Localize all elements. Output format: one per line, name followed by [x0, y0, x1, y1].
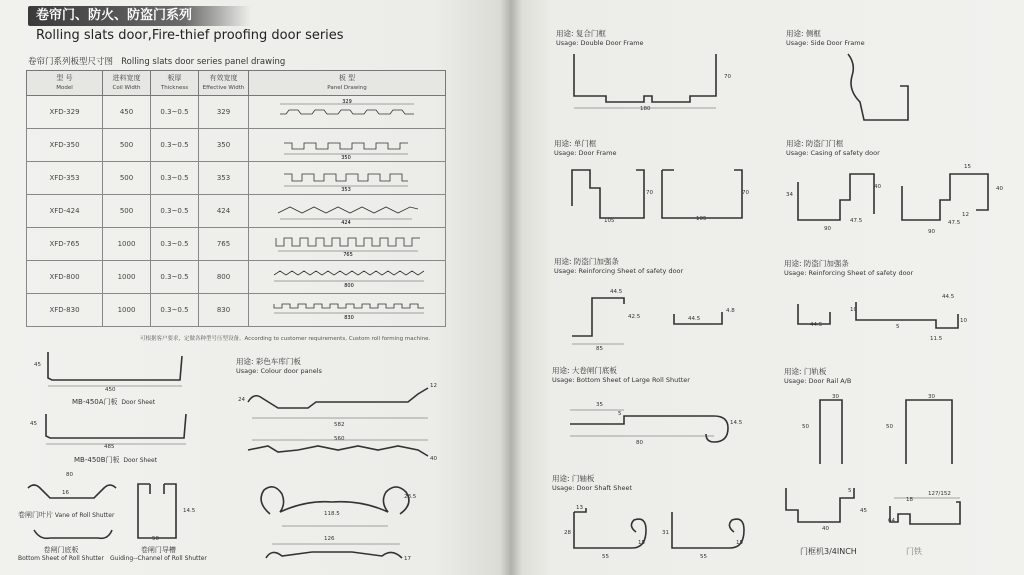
page-banner: 卷帘门、防火、防盗门系列: [28, 6, 251, 26]
guide-channel-drawing: [130, 478, 190, 548]
guide-channel-caption: 卷闸门导槽 Guiding--Channel of Roll Shutter: [110, 546, 207, 562]
svg-text:765: 765: [343, 252, 353, 258]
svg-text:353: 353: [341, 187, 351, 192]
table-title: 卷帘门系列板型尺寸图 Rolling slats door series panel drawing: [28, 57, 286, 67]
left-page: 卷帘门、防火、防盗门系列 Rolling slats door,Fire-thief proofing door series 卷帘门系列板型尺寸图 Rolling slats door series panel drawing 型 号 Model 进料宽度 Coil Width 板厚 Thickness 有效宽度 Effective Width 板 型 Panel Drawing XFD-329 450 0.3~0.5 329 329 XFD-350 500 0.3~0.5 350 350 XFD-353 500 0.3~0.5 353 353 XFD-424 500 0.3~0.5 424 424 XFD-765 1000 0.3~0.5 765 765 XFD-800 1000 0.3~0.5 800 800 XFD-830 1000 0.3~0.5 830 830 可根据客户要求，定做各种型号压型设备。According to customer requirements, Custom roll forming machine. 45 450 MB-450A门板 Door Sheet 45 485 MB-450B门板 Door Sheet 用途: 彩色车库门板 Usage: Colour door panels 12 24 582 560 40 80 16 卷闸门叶片 Vane of Roll Shutter 卷闸门底板 Bottom Sheet of Roll Shutter 14.5 50 卷闸门导槽 Guiding--Channel of Roll Shutter 118.5 126 28.5 17: [0, 0, 510, 575]
casing-drawing: [790, 164, 1000, 234]
svg-text:830: 830: [344, 315, 354, 321]
reinforce1-label: 用途: 防盗门加强条 Usage: Reinforcing Sheet of safety door: [554, 257, 684, 275]
svg-text:350: 350: [341, 155, 351, 159]
bottom-sheet-drawing: [28, 520, 118, 546]
panel-drawing: [249, 162, 446, 195]
door-frame-label: 用途: 单门框 Usage: Door Frame: [554, 139, 617, 157]
panel-drawing: [249, 96, 446, 129]
table-row: XFD-765 1000 0.3~0.5 765 765: [27, 228, 446, 261]
panel-drawing: [249, 228, 446, 261]
panel-table: [26, 70, 446, 327]
colour-panel-drawing: [238, 380, 438, 480]
svg-text:329: 329: [342, 99, 352, 105]
table-header-row: [27, 71, 446, 96]
casing-label: 用途: 防盗门门框 Usage: Casing of safety door: [786, 139, 880, 157]
table-row: XFD-424 500 0.3~0.5 424 424: [27, 195, 446, 228]
mb450b-caption: MB-450B门板 Door Sheet: [74, 456, 158, 464]
right-page: 用途: 复合门框 Usage: Double Door Frame 180 70 用途: 侧框 Usage: Side Door Frame 用途: 单门框 Usage: Door Frame 105 105 70 70 用途: 防盗门门框 Usage: Casing of safety door 90 47.5 90 47.5 15 40 12 34 40 用途: 防盗门加强条 Usage: Reinforcing Sheet of safety door 44.5 42.5 85 44.5 4.8 用途: 防盗门加强条 Usage: Reinforcing Sheet of safety door 44.5 44.5 10 5 10 11.5 用途: 大卷闸门底板 Usage: Bottom Sheet of Large Roll Shutter 35 5 80 14.5 用途: 门轨板 Usage: Door Rail A/B 30 30 50 50 用途: 门轴板 Usage: Door Shaft Sheet 13 28 55 15 31 55 15 5 45 40 127/152 18 64 门框机3/4INCH 门铁: [510, 0, 1024, 575]
table-row: XFD-350 500 0.3~0.5 350 350: [27, 129, 446, 162]
reinforce1-drawing: [564, 284, 764, 354]
curved-panel-drawing: [252, 478, 422, 568]
side-frame-label: 用途: 侧框 Usage: Side Door Frame: [786, 29, 865, 47]
table-row: XFD-800 1000 0.3~0.5 800 800: [27, 261, 446, 294]
door-rail-drawing: [796, 394, 976, 474]
panel-drawing: [249, 129, 446, 162]
panel-drawing: [249, 261, 446, 294]
mb450b-drawing: [38, 410, 193, 450]
double-frame-label: 用途: 复合门框 Usage: Double Door Frame: [556, 29, 644, 47]
double-frame-drawing: [566, 46, 736, 116]
frame34-caption: 门框机3/4INCH: [800, 547, 857, 556]
table-row: XFD-830 1000 0.3~0.5 830 830: [27, 294, 446, 327]
reinforce2-label: 用途: 防盗门加强条 Usage: Reinforcing Sheet of safety door: [784, 259, 914, 277]
vane-drawing: [24, 478, 124, 508]
door-shaft-label: 用途: 门轴板 Usage: Door Shaft Sheet: [552, 474, 633, 492]
door-frame-drawing: [562, 166, 762, 226]
reinforce2-drawing: [790, 292, 1000, 342]
page-fold: [500, 0, 522, 575]
header-thickness: 板厚 Thickness: [151, 71, 199, 96]
bottom-large-label: 用途: 大卷闸门底板 Usage: Bottom Sheet of Large Roll Shutter: [552, 366, 690, 384]
panel-drawing: [249, 294, 446, 327]
vane-caption: 卷闸门叶片 Vane of Roll Shutter: [18, 511, 115, 519]
table-row: XFD-353 500 0.3~0.5 353 353: [27, 162, 446, 195]
mb450a-caption: MB-450A门板 Door Sheet: [72, 398, 156, 406]
custom-note: 可根据客户要求，定做各种型号压型设备。According to customer requirements, Custom roll forming machine.: [140, 336, 431, 342]
colour-panel-label: 用途: 彩色车库门板 Usage: Colour door panels: [236, 357, 322, 375]
header-coil: 进料宽度 Coil Width: [103, 71, 151, 96]
bottom-large-drawing: [564, 396, 744, 456]
door-rail-label: 用途: 门轨板 Usage: Door Rail A/B: [784, 367, 852, 385]
header-effective: 有效宽度 Effective Width: [199, 71, 249, 96]
header-model: 型 号 Model: [27, 71, 103, 96]
page-subtitle: Rolling slats door,Fire-thief proofing door series: [36, 28, 344, 43]
frame34-tail: 门铁: [906, 547, 922, 556]
bottom-sheet-caption: 卷闸门底板 Bottom Sheet of Roll Shutter: [18, 546, 104, 562]
panel-drawing: [249, 195, 446, 228]
table-row: XFD-329 450 0.3~0.5 329 329: [27, 96, 446, 129]
side-frame-drawing: [834, 46, 924, 126]
header-drawing: 板 型 Panel Drawing: [249, 71, 446, 96]
svg-text:424: 424: [341, 220, 351, 225]
svg-text:800: 800: [344, 283, 354, 289]
